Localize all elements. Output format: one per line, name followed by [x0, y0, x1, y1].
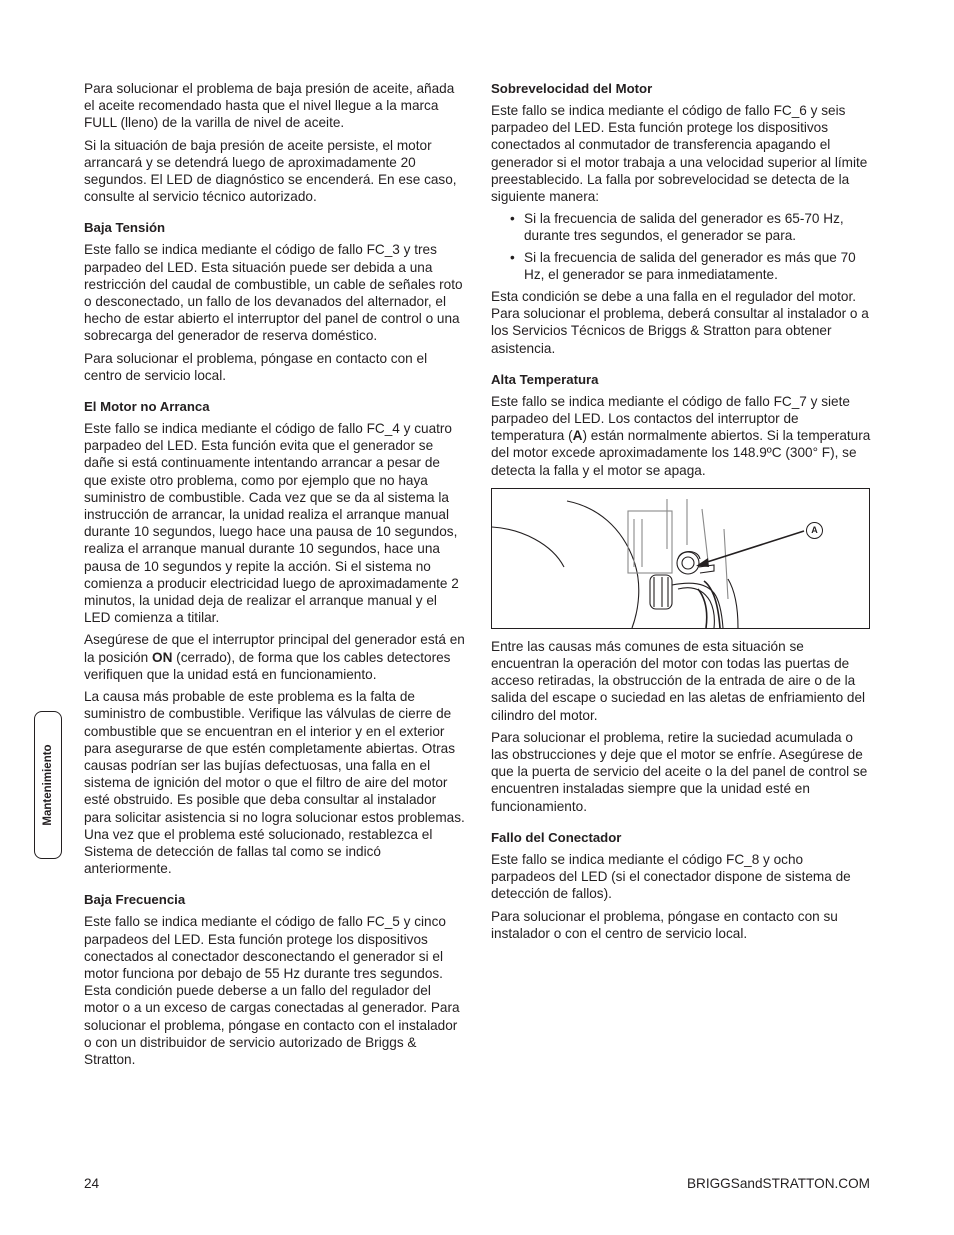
baja-tension-heading: Baja Tensión: [84, 220, 166, 236]
section-side-tab: [34, 711, 62, 859]
baja-frecuencia-paragraph: Este fallo se indica mediante el código de fallo FC_5 y cinco parpadeos del LED. Esta función protege los dispositivos conectados al conectador desconectando el generador si el motor funciona por debajo de 55 Hz durante tres segundos. Esta condición puede deberse a un fallo del regulador del motor o a un exceso de cargas conectadas al generador. Para solucionar el problema, póngase en contacto con el instalador o con un distribuidor de servicio autorizado de Briggs & Stratton.: [84, 914, 460, 1067]
switch-label-a: A: [572, 428, 583, 444]
bullet-icon: •: [510, 249, 515, 265]
alta-temperatura-heading: Alta Temperatura: [491, 371, 599, 387]
oil-pressure-paragraph: Para solucionar el problema de baja presión de aceite, añada el aceite recomendado hasta que el nivel llegue a la marca FULL (lleno) de la varilla de nivel de aceite.: [84, 81, 455, 131]
alta-temperatura-causes-paragraph: Entre las causas más comunes de esta situación se encuentran la operación del motor con todas las puertas de acceso retiradas, la obstrucción de la entrada de aire o de la salida del escape o suciedad en las aletas de enfriamiento del cilindro del motor.: [491, 638, 866, 723]
on-position-label: ON: [152, 649, 173, 665]
no-arranca-switch-paragraph: Asegúrese de que el interruptor principal del generador está en la posición ON (cerrado), de forma que los cables detectores verifiquen que la unidad está en funcionamiento.: [84, 632, 465, 682]
oil-pressure-persist-paragraph: Si la situación de baja presión de aceite persiste, el motor arrancará y se detendrá luego de aproximadamente 20 segundos. El LED de diagnóstico se encenderá. En ese caso, consulte al servicio técnico autorizado.: [84, 137, 457, 205]
bullet-icon: •: [510, 211, 515, 227]
no-arranca-heading: El Motor no Arranca: [84, 399, 210, 415]
no-arranca-causes-paragraph: La causa más probable de este problema es la falta de suministro de combustible. Verifique las válvulas de cierre de combustible que se encuentran en el interior y en el exterior para asegurarse de que estén completamente abiertas. Otras causas podrían ser las bujías defectuosas, una falla en el sistema de ignición del motor o que el filtro de aire del motor esté obstruido. Es posible que deba consultar al instalador para solicitar asistencia si no logra solucionar estos problemas. Una vez que el problema esté solucionado, restablezca el Sistema de detección de fallas tal como se indicó anteriormente.: [84, 689, 465, 877]
sobrevelocidad-paragraph: Este fallo se indica mediante el código de fallo FC_6 y seis parpadeo del LED. Esta función protege los dispositivos conectados al conmutador de transferencia apagando el generador si el motor trabaja a una velocidad superior al límite preestablecido. La falla por sobrevelocidad se detecta de la siguiente manera:: [491, 103, 868, 205]
list-item: • Si la frecuencia de salida del generador es 65-70 Hz, durante tres segundos, el generador se para.: [510, 211, 844, 244]
sobrevelocidad-solution-paragraph: Esta condición se debe a una falla en el regulador del motor. Para solucionar el problema, deberá consultar al instalador o a los Servicios Técnicos de Briggs & Stratton para obtener asistencia.: [491, 289, 869, 356]
footer-website: BRIGGSandSTRATTON.COM: [686, 1176, 870, 1191]
right-column: [491, 80, 871, 947]
list-item: • Si la frecuencia de salida del generador es más que 70 Hz, el generador se para inmediatamente.: [510, 249, 856, 282]
callout-a: A: [806, 522, 823, 539]
left-column: [84, 80, 466, 1073]
temperature-switch-figure: [491, 488, 870, 629]
fallo-conectador-heading: Fallo del Conectador: [491, 829, 622, 845]
baja-tension-solution-paragraph: Para solucionar el problema, póngase en contacto con el centro de servicio local.: [84, 350, 428, 383]
baja-tension-paragraph: Este fallo se indica mediante el código de fallo FC_3 y tres parpadeo del LED. Esta situación puede ser debida a una restricción del caudal de combustible, un cable de señales roto o desconectado, un fallo de los devanados del alternador, el hecho de estar abierto el interruptor del panel de control o una sobrecarga del generador de reserva doméstico.: [84, 242, 463, 344]
no-arranca-paragraph: Este fallo se indica mediante el código de fallo FC_4 y cuatro parpadeo del LED. Esta función evita que el generador se dañe si está continuamente intentando arrancar a pesar de que existe otro problema, como por ejemplo que no haya suministro de combustible. Cada vez que se da al sistema la instrucción de arrancar, la unidad realiza el arranque manual durante 10 segundos, luego hace una pausa de 10 segundos, realiza el arranque manual durante 10 segundos, hace una pausa de 10 segundos y repite la acción. Si el sistema no comienza a producir electricidad luego de aproximadamente 2 minutos, la unidad deja de realizar el arranque manual y el LED comienza a titilar.: [84, 421, 459, 626]
alta-temperatura-paragraph: Este fallo se indica mediante el código de fallo FC_7 y siete parpadeo del LED. Los contactos del interruptor de temperatura (A) están normalmente abiertos. Si la temperatura del motor excede aproximadamente los 148.9ºC (300° F), se detecta la falla y el motor se apaga.: [491, 393, 871, 478]
engine-illustration: [492, 489, 869, 628]
fallo-conectador-paragraph: Este fallo se indica mediante el código FC_8 y ocho parpadeos del LED (si el conectador dispone de sistema de detección de fallos).: [491, 851, 851, 902]
section-tab-label: Mantenimiento: [42, 744, 54, 826]
sobrevelocidad-bullet-list: [491, 210, 871, 283]
sobrevelocidad-heading: Sobrevelocidad del Motor: [491, 81, 653, 96]
baja-frecuencia-heading: Baja Frecuencia: [84, 892, 186, 908]
page-number: 24: [84, 1176, 100, 1191]
fallo-conectador-solution-paragraph: Para solucionar el problema, póngase en contacto con su instalador o con el centro de servicio local.: [491, 908, 838, 941]
alta-temperatura-solution-paragraph: Para solucionar el problema, retire la suciedad acumulada o las obstrucciones y deje que el motor se enfríe. Asegúrese de que la puerta de servicio del aceite o la del panel de control se encuentren instaladas siempre que la unidad esté en funcionamiento.: [491, 729, 868, 814]
